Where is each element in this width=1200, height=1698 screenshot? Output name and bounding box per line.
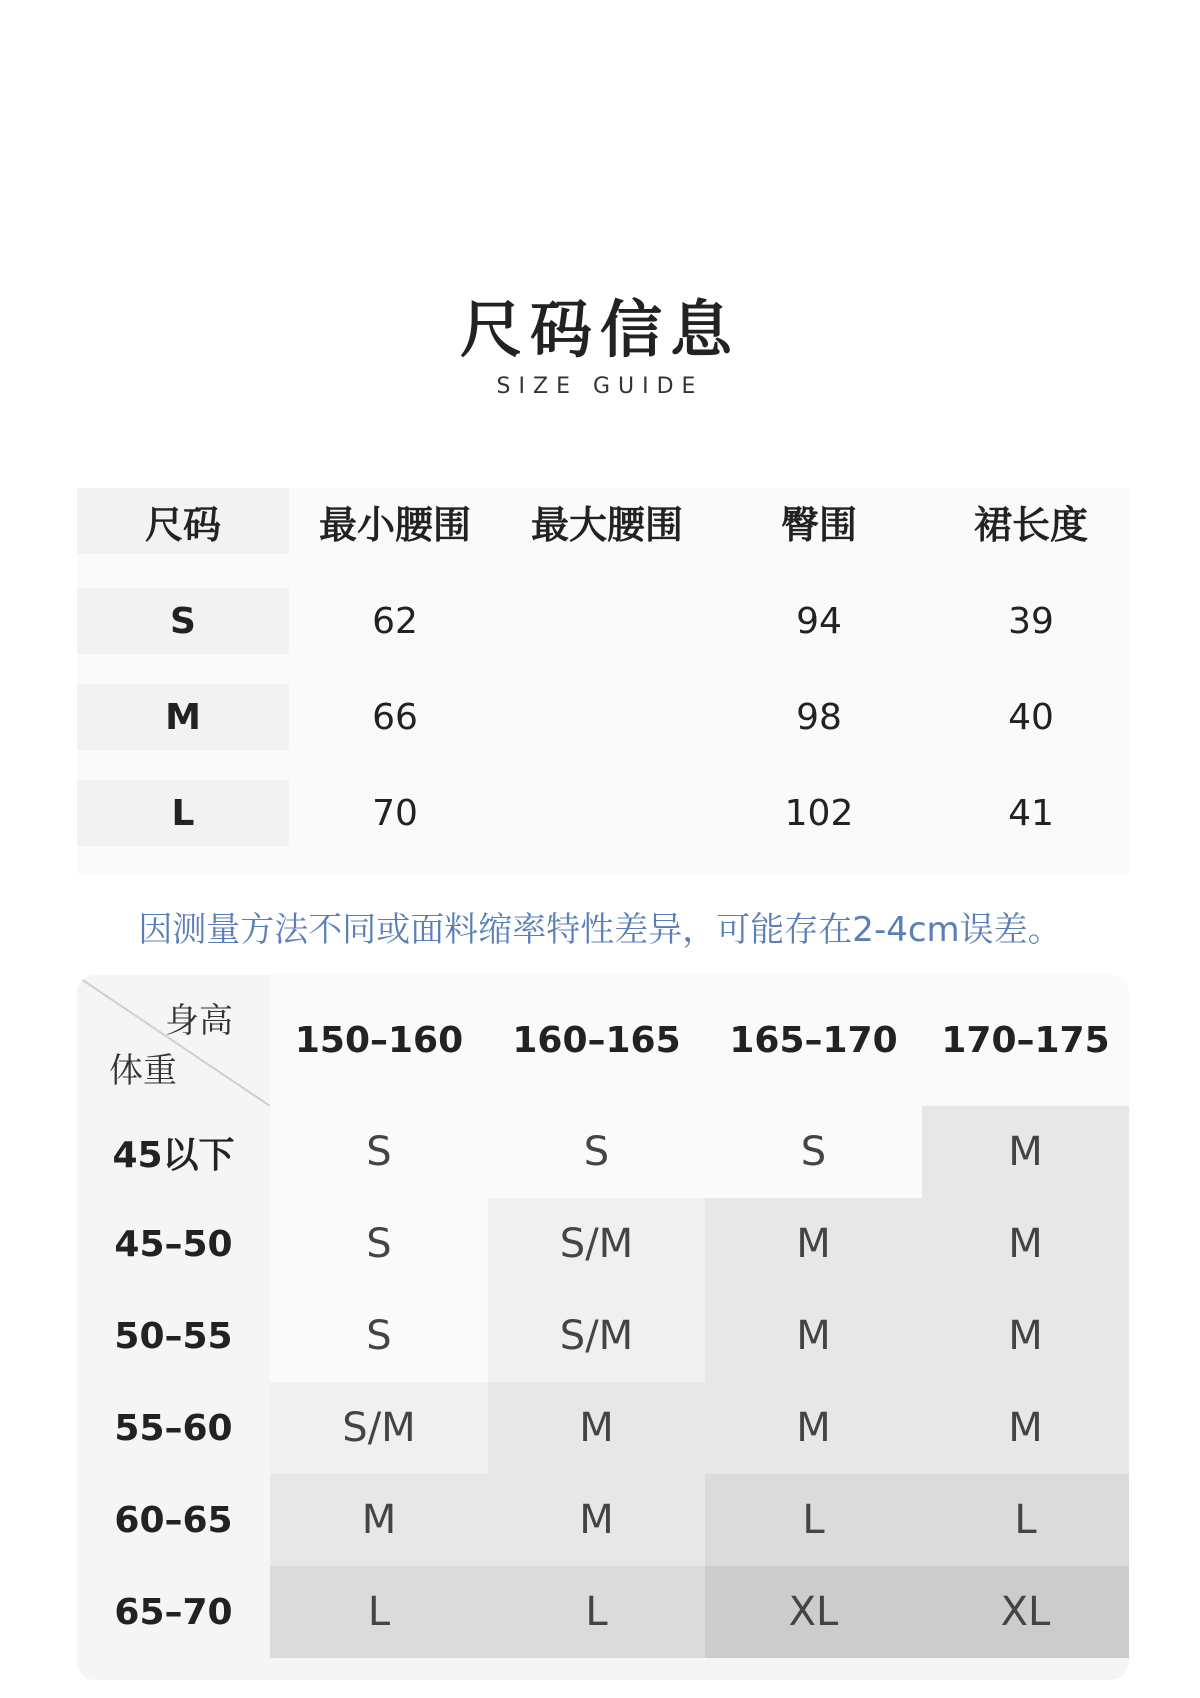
size-recommendation-cell: M — [705, 1198, 922, 1290]
size-table-header-1: 最小腰围 — [318, 502, 471, 547]
size-recommendation-cell: M — [922, 1382, 1129, 1474]
size-value-length: 41 — [1008, 792, 1054, 834]
size-label: M — [77, 684, 289, 750]
size-recommendation-cell: S — [270, 1198, 488, 1290]
corner-height-label: 身高 — [165, 1001, 233, 1041]
size-label: S — [77, 588, 289, 654]
size-value-hip: 94 — [796, 600, 842, 642]
size-recommendation-cell: M — [488, 1474, 705, 1566]
size-recommendation-cell: M — [488, 1382, 705, 1474]
weight-header: 55–60 — [77, 1382, 270, 1474]
size-recommendation-cell: M — [922, 1198, 1129, 1290]
size-recommendation-cell: S/M — [488, 1198, 705, 1290]
size-value-length: 40 — [1008, 696, 1054, 738]
size-value-max_waist — [501, 684, 713, 750]
size-label: L — [77, 780, 289, 846]
corner-weight-label: 体重 — [109, 1051, 177, 1091]
size-recommendation-cell: M — [705, 1290, 922, 1382]
size-table-header-3: 臀围 — [780, 502, 857, 547]
weight-header: 50–55 — [77, 1290, 270, 1382]
size-value-hip: 98 — [796, 696, 842, 738]
size-recommendation-cell: S — [270, 1290, 488, 1382]
size-recommendation-cell: S — [488, 1106, 705, 1198]
height-header: 165–170 — [705, 975, 922, 1106]
size-value-length: 39 — [1008, 600, 1054, 642]
measurement-note: 因测量方法不同或面料缩率特性差异，可能存在2-4cm误差。 — [138, 910, 1062, 950]
size-recommendation-cell: L — [270, 1566, 488, 1658]
size-recommendation-cell: XL — [705, 1566, 922, 1658]
size-recommendation-cell: M — [922, 1290, 1129, 1382]
size-recommendation-cell: M — [270, 1474, 488, 1566]
weight-header: 45以下 — [77, 1106, 270, 1198]
height-header: 160–165 — [488, 975, 705, 1106]
height-header: 170–175 — [922, 975, 1129, 1106]
weight-header: 60–65 — [77, 1474, 270, 1566]
size-recommendation-cell: S — [270, 1106, 488, 1198]
size-recommendation-cell: M — [922, 1106, 1129, 1198]
size-value-min_waist: 66 — [372, 696, 418, 738]
size-table — [77, 488, 1129, 874]
size-recommendation-cell: M — [705, 1382, 922, 1474]
weight-header: 45–50 — [77, 1198, 270, 1290]
size-recommendation-cell: L — [705, 1474, 922, 1566]
size-table-header-2: 最大腰围 — [530, 502, 683, 547]
size-value-max_waist — [501, 780, 713, 846]
size-recommendation-cell: XL — [922, 1566, 1129, 1658]
size-value-min_waist: 70 — [372, 792, 418, 834]
height-header: 150–160 — [270, 975, 488, 1106]
size-recommendation-cell: S — [705, 1106, 922, 1198]
weight-header: 65–70 — [77, 1566, 270, 1658]
size-table-header-0: 尺码 — [77, 488, 289, 554]
page-title: 尺码信息 — [459, 293, 740, 366]
size-recommendation-cell: L — [488, 1566, 705, 1658]
size-value-min_waist: 62 — [372, 600, 418, 642]
size-recommendation-table — [77, 975, 1129, 1680]
size-recommendation-cell: L — [922, 1474, 1129, 1566]
size-table-header-4: 裙长度 — [973, 502, 1088, 547]
size-value-max_waist — [501, 588, 713, 654]
size-recommendation-cell: S/M — [488, 1290, 705, 1382]
size-value-hip: 102 — [784, 792, 854, 834]
size-recommendation-cell: S/M — [270, 1382, 488, 1474]
page-subtitle: SIZE GUIDE — [496, 374, 704, 399]
